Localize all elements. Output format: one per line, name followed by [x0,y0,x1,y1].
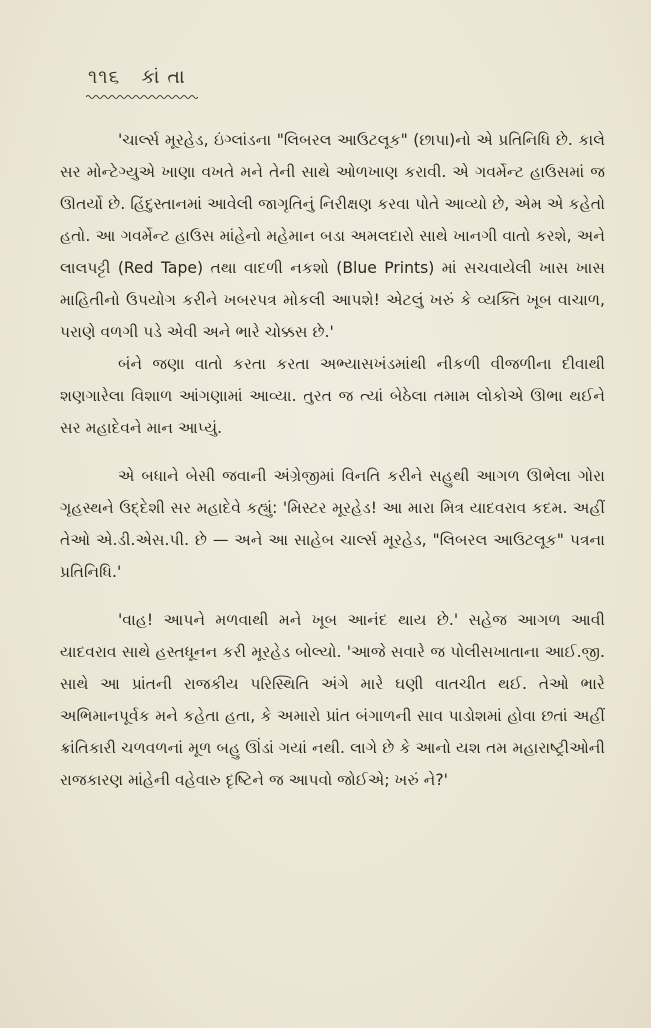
header-wavy-rule [86,94,198,100]
paragraph: એ બધાને બેસી જવાની અંગ્રેજીમાં વિનતિ કરીને સહુથી આગળ ઊભેલા ગોરા ગૃહસ્થને ઉદ્દેશી સર મહાદેવે કહ્યું: 'મિસ્ટર મૂરહેડ! આ મારા મિત્ર યાદવરાવ કદમ. અહીં તેઓ એ.ડી.એસ.પી. છે — અને આ સાહેબ ચાર્લ્સ મૂરહેડ, "લિબરલ આઉટલૂક" પત્રના પ્રતિનિધિ.' [60,467,605,581]
paragraph: 'ચાર્લ્સ મૂરહેડ, ઇંગ્લાંડના "લિબરલ આઉટલૂક" (છાપા)નો એ પ્રતિનિધિ છે. કાલે સર મોન્ટેગ્યુએ ખાણા વખતે મને તેની સાથે ઓળખાણ કરાવી. એ ગવર્મેન્ટ હાઉસમાં જ ઊતર્યો છે. હિંદુસ્તાનમાં આવેલી જાગૃતિનું નિરીક્ષણ કરવા પોતે આવ્યો છે, એમ એ કહેતો હતો. આ ગવર્મેન્ટ હાઉસ માંહેનો મહેમાન બડા અમલદારો સાથે ખાનગી વાતો કરશે, અને લાલપટ્ટી (Red Tape) તથા વાદળી નકશો (Blue Prints) માં સચવાયેલી ખાસ ખાસ માહિતીનો ઉપયોગ કરીને ખબરપત્ર મોકલી આપશે! એટલું ખરું કે વ્યક્તિ ખૂબ વાચાળ, પરાણે વળગી પડે એવી અને ભારે ચોક્કસ છે.' [60,131,605,341]
paragraph: બંને જણા વાતો કરતા કરતા અભ્યાસખંડમાંથી નીકળી વીજળીના દીવાથી શણગારેલા વિશાળ આંગણામાં આવ્યા. તુરત જ ત્યાં બેઠેલા તમામ લોકોએ ઊભા થઈને સર મહાદેવને માન આપ્યું. [60,355,605,437]
running-title: કાં તા [141,66,186,88]
body-text [60,124,605,796]
running-header [88,66,186,88]
paragraph: 'વાહ! આપને મળવાથી મને ખૂબ આનંદ થાય છે.' સહેજ આગળ આવી યાદવરાવ સાથે હસ્તધૂનન કરી મૂરહેડ બોલ્યો. 'આજે સવારે જ પોલીસખાતાના આઈ.જી. સાથે આ પ્રાંતની રાજકીય પરિસ્થિતિ અંગે મારે ઘણી વાતચીત થઈ. તેઓ ભારે અભિમાનપૂર્વક મને કહેતા હતા, કે અમારો પ્રાંત બંગાળની સાવ પાડોશમાં હોવા છતાં અહીં ક્રાંતિકારી ચળવળનાં મૂળ બહુ ઊંડાં ગયાં નથી. લાગે છે કે આનો યશ તમ મહારાષ્ટ્રીઓની રાજકારણ માંહેની વહેવારુ દૃષ્ટિને જ આપવો જોઈએ; ખરું ને?' [60,611,605,789]
page-number: ૧૧૬ [88,66,121,88]
